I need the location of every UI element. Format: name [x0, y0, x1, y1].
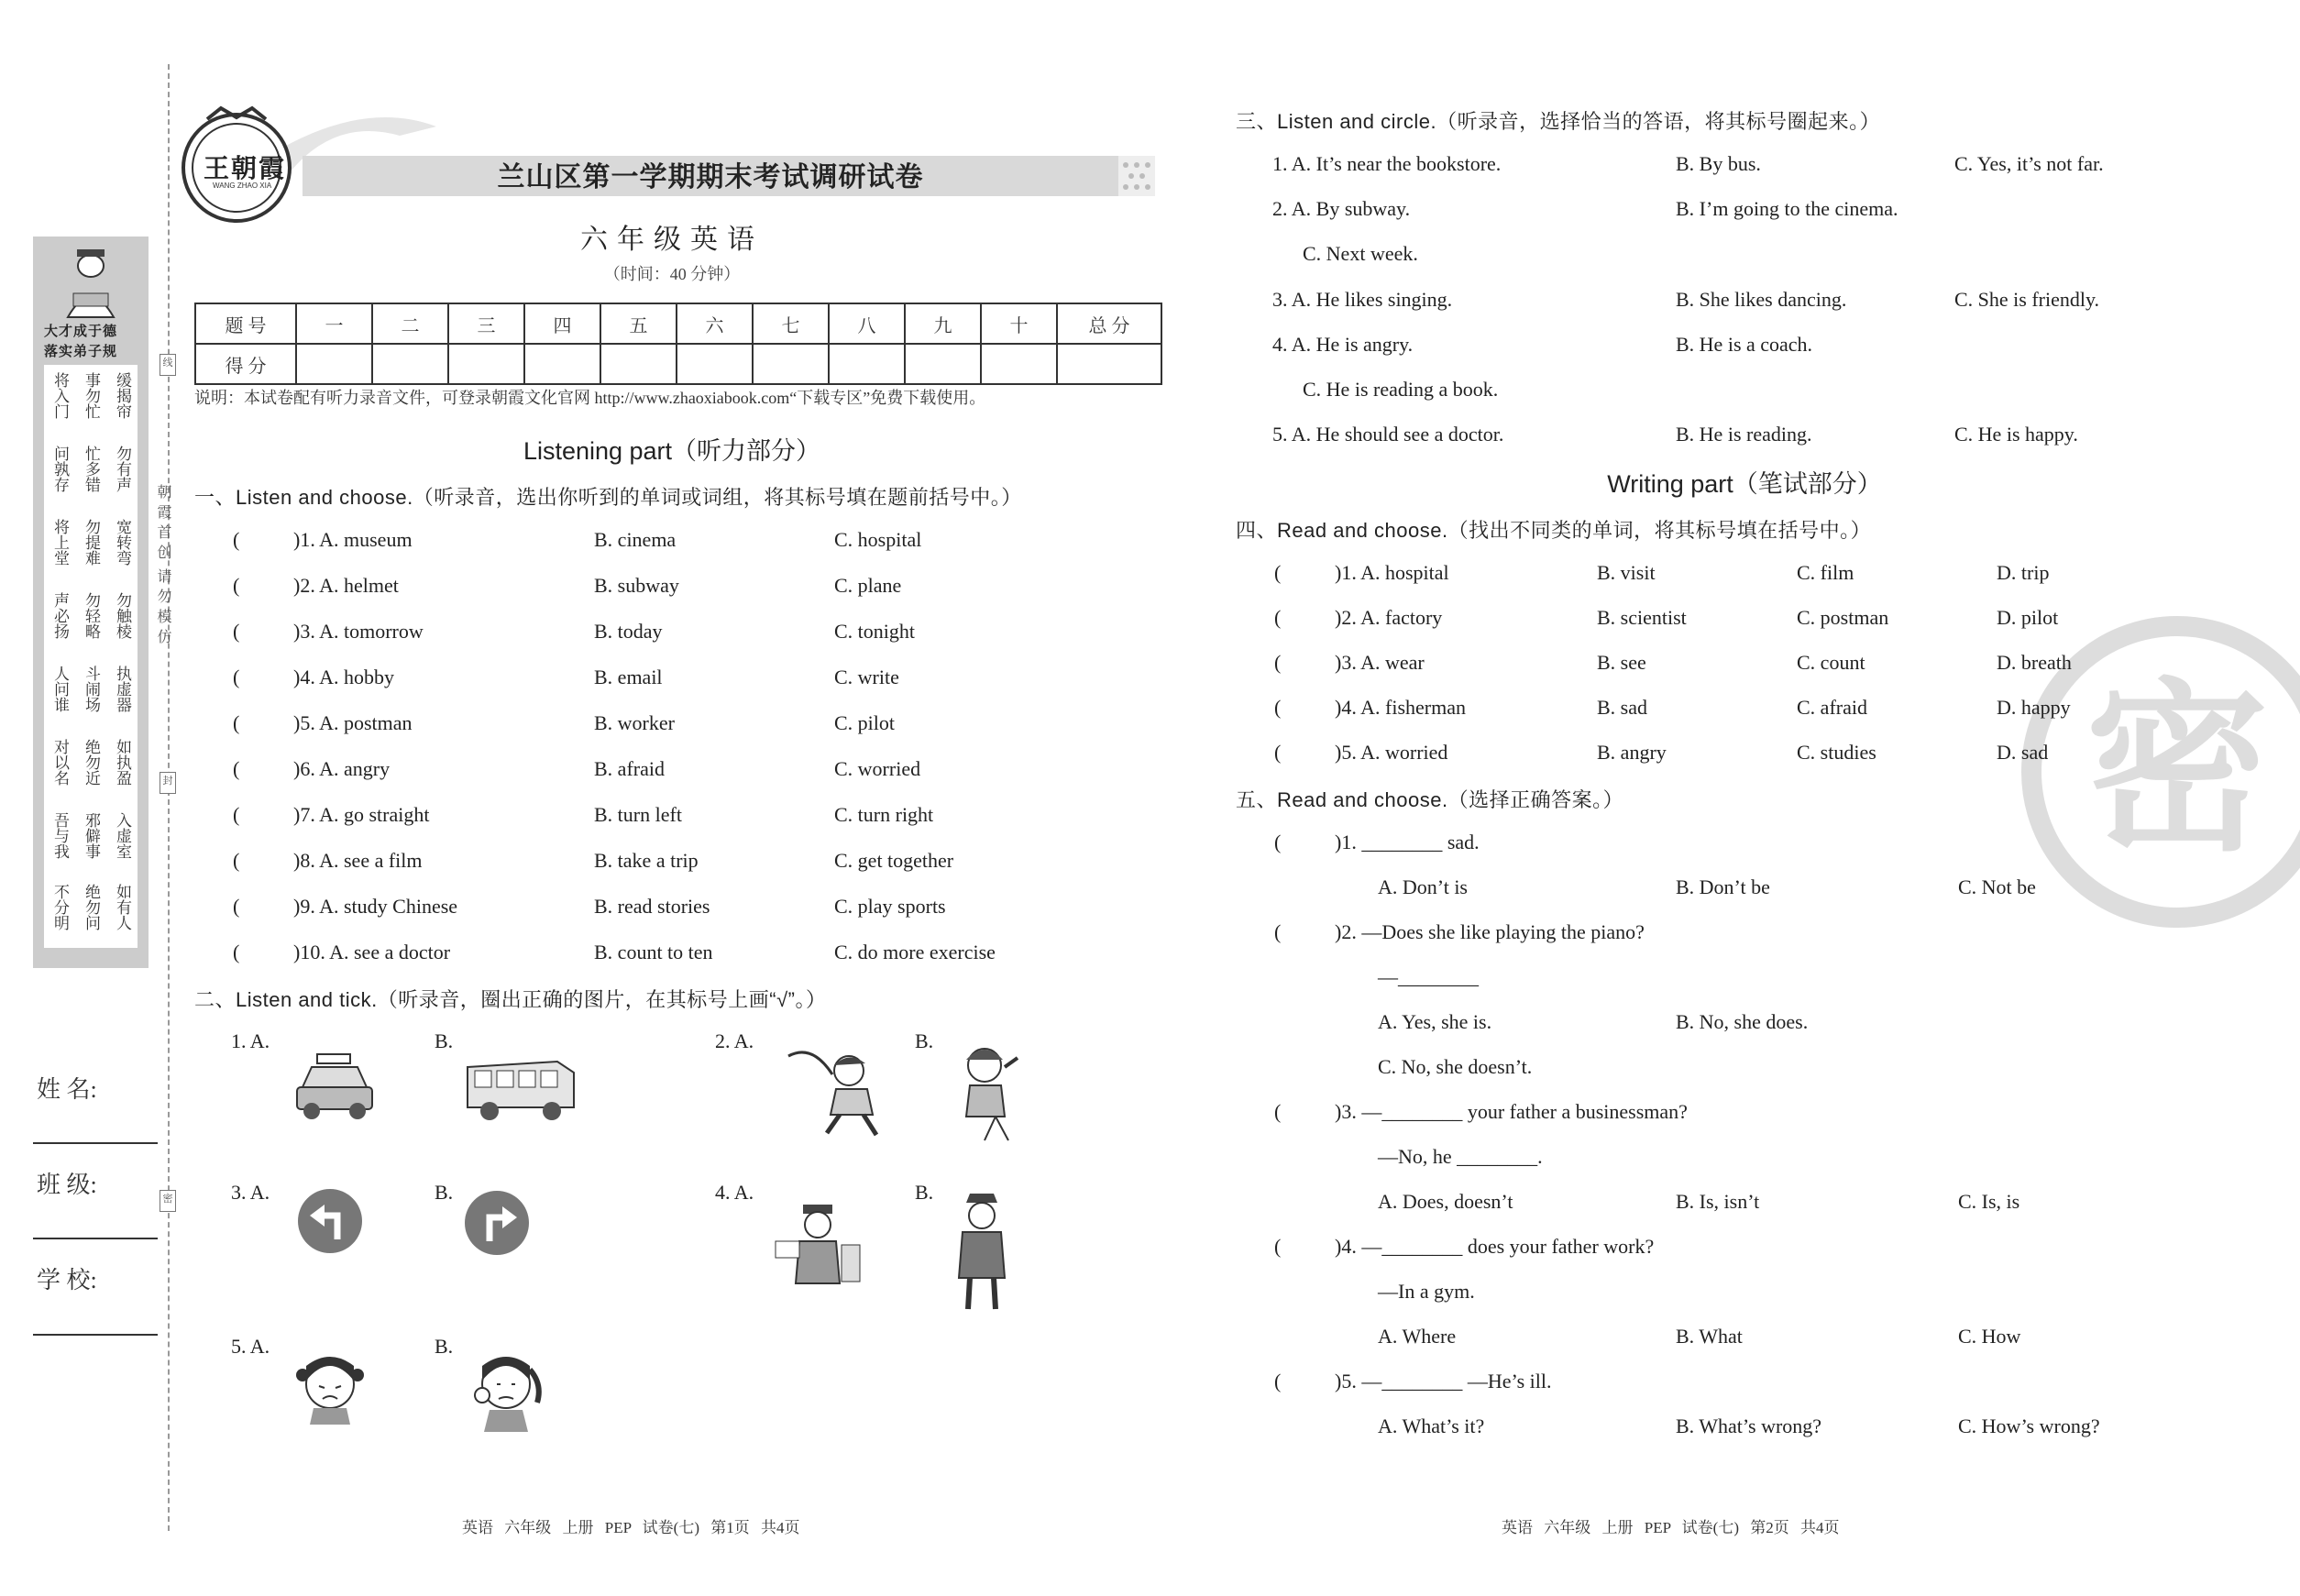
turn-right-sign-icon: [464, 1190, 530, 1256]
question-option-b: B. afraid: [594, 757, 665, 780]
answer-bracket[interactable]: (: [233, 941, 240, 963]
poem-col: 勿触棱: [114, 592, 131, 639]
banner-dots-decoration: [1118, 156, 1155, 196]
answer-bracket[interactable]: (: [233, 803, 240, 826]
score-table: [194, 303, 1162, 385]
police-officer-icon: [948, 1190, 1016, 1311]
poem-col: 宽转弯: [114, 519, 131, 566]
score-cell: 总 分: [1057, 303, 1161, 344]
score-cell: 一: [296, 303, 372, 344]
question-option-c: C. postman: [1797, 606, 1889, 629]
pirate-with-sword-icon: [785, 1038, 893, 1139]
answer-bracket[interactable]: (: [1274, 696, 1282, 719]
answer-bracket[interactable]: (: [1274, 831, 1282, 853]
question-option-a: )5. A. postman: [293, 711, 413, 734]
answer-bracket[interactable]: (: [233, 528, 240, 551]
question-option-b: B. visit: [1597, 561, 1656, 584]
section-4-title: 四、Read and choose.（找出不同类的单词，将其标号填在括号中。）: [1236, 519, 1872, 542]
question-option-c: C. studies: [1797, 741, 1876, 764]
score-input-cell[interactable]: [981, 344, 1057, 384]
answer-bracket[interactable]: (: [1274, 561, 1282, 584]
question-option-c: C. pilot: [834, 711, 896, 734]
question-option-c: C. afraid: [1797, 696, 1867, 719]
pic-label[interactable]: 3. A.: [231, 1181, 270, 1204]
question-stem: )5. —________ —He’s ill.: [1335, 1370, 1552, 1392]
section-3-title: 三、Listen and circle.（听录音，选择恰当的答语，将其标号圈起来。）: [1236, 110, 1881, 133]
publisher-logo-text: 王朝霞: [204, 155, 287, 183]
circle-option-c[interactable]: C. Next week.: [1303, 242, 1418, 265]
pic-label[interactable]: 5. A.: [231, 1335, 270, 1358]
class-field[interactable]: [33, 1238, 158, 1239]
page-1-footer: 英语 六年级 上册 PEP 试卷(七) 第1页 共4页: [462, 1519, 800, 1536]
section-2-title: 二、Listen and tick.（听录音，圈出正确的图片，在其标号上画“√”。）: [194, 988, 827, 1011]
score-input-cell[interactable]: [677, 344, 753, 384]
score-cell: 三: [448, 303, 524, 344]
circle-option-b[interactable]: B. He is a coach.: [1676, 333, 1813, 356]
school-label: 学 校:: [37, 1267, 97, 1293]
pic-label[interactable]: B.: [915, 1181, 934, 1204]
poem-col: 对以名: [51, 739, 69, 786]
score-cell: 十: [981, 303, 1057, 344]
answer-bracket[interactable]: (: [233, 895, 240, 918]
poem-col: 邪僻事: [83, 812, 100, 859]
question-option-c: C. film: [1797, 561, 1854, 584]
circle-option-b[interactable]: B. I’m going to the cinema.: [1676, 197, 1898, 220]
score-input-cell[interactable]: [296, 344, 372, 384]
scholar-figure-icon: [61, 246, 121, 319]
poem-col: 勿有声: [114, 446, 131, 492]
poem-col: 将上堂: [51, 519, 69, 566]
question-option-a: )3. A. wear: [1335, 651, 1425, 674]
question-option-b: B. subway: [594, 574, 679, 597]
section-1-title: 一、Listen and choose.（听录音，选出你听到的单词或词组，将其标号填在题前括号中。）: [194, 486, 1022, 509]
download-note: 说明：本试卷配有听力录音文件，可登录朝霞文化官网 http://www.zhaoxiabook.com“下载专区”免费下载使用。: [194, 389, 986, 407]
section-5-title: 五、Read and choose.（选择正确答案。）: [1236, 788, 1624, 811]
question-option-c: C. Is, is: [1958, 1190, 2020, 1213]
question-option-b: B. today: [594, 620, 663, 643]
circle-option-c[interactable]: C. Yes, it’s not far.: [1954, 152, 2104, 175]
taxi-icon: [292, 1051, 378, 1124]
poem-col: 绝勿近: [83, 739, 100, 786]
answer-bracket[interactable]: (: [1274, 741, 1282, 764]
poem-col: 事勿忙: [83, 372, 100, 419]
question-option-b: B. take a trip: [594, 849, 699, 872]
circle-option-b[interactable]: B. By bus.: [1676, 152, 1761, 175]
question-option-d: D. happy: [1997, 696, 2071, 719]
question-option-b: B. count to ten: [594, 941, 713, 963]
poem-col: 声必扬: [51, 592, 69, 639]
student-name-field[interactable]: [33, 1142, 158, 1144]
class-label: 班 级:: [37, 1172, 97, 1198]
question-stem: )4. —________ does your father work?: [1335, 1235, 1655, 1258]
question-option-d: D. breath: [1997, 651, 2072, 674]
poem-col: 执虚器: [114, 666, 131, 712]
score-cell: 得 分: [195, 344, 296, 384]
question-option-c: C. turn right: [834, 803, 934, 826]
question-option-a: )6. A. angry: [293, 757, 391, 780]
question-option-a: )2. A. factory: [1335, 606, 1443, 629]
binding-mark-seal: 封: [160, 772, 176, 794]
circle-option-a[interactable]: 4. A. He is angry.: [1272, 333, 1414, 356]
school-field[interactable]: [33, 1334, 158, 1336]
poem-col: 忙多错: [83, 446, 100, 492]
question-option-b: B. email: [594, 666, 663, 688]
circle-option-a[interactable]: 2. A. By subway.: [1272, 197, 1411, 220]
poem-col: 勿提难: [83, 519, 100, 566]
question-option-b: B. sad: [1597, 696, 1647, 719]
circle-option-a[interactable]: 1. A. It’s near the bookstore.: [1272, 152, 1502, 175]
motto-line-2: 落实弟子规: [44, 345, 118, 359]
poem-col: 绝勿问: [83, 884, 100, 930]
question-option-c: C. tonight: [834, 620, 916, 643]
question-option-b: B. turn left: [594, 803, 682, 826]
answer-bracket[interactable]: (: [1274, 1370, 1282, 1392]
question-option-a: )8. A. see a film: [293, 849, 423, 872]
circle-option-c[interactable]: C. He is reading a book.: [1303, 378, 1499, 401]
vertical-note-2: 请勿模仿: [155, 568, 171, 649]
score-cell: 题 号: [195, 303, 296, 344]
question-option-a: A. Does, doesn’t: [1378, 1190, 1513, 1213]
score-cell: 八: [829, 303, 905, 344]
confidential-stamp-char: 密: [2085, 670, 2269, 873]
question-option-b: B. Don’t be: [1676, 875, 1770, 898]
answer-bracket[interactable]: (: [233, 666, 240, 688]
pic-label[interactable]: B.: [435, 1335, 454, 1358]
crying-girl-icon: [295, 1348, 365, 1425]
pic-label[interactable]: 2. A.: [715, 1029, 754, 1052]
question-option-c: C. write: [834, 666, 899, 688]
student-name-label: 姓 名:: [37, 1076, 97, 1103]
binding-mark-line: 线: [160, 354, 176, 376]
exam-subtitle: 六年级英语: [580, 225, 764, 255]
answer-blank-line[interactable]: —________: [1378, 965, 1479, 988]
poem-col: 人问谁: [51, 666, 69, 712]
question-option-b: B. What’s wrong?: [1676, 1414, 1822, 1437]
page-2-footer: 英语 六年级 上册 PEP 试卷(七) 第2页 共4页: [1502, 1519, 1840, 1536]
answer-bracket[interactable]: (: [1274, 1100, 1282, 1123]
poem-col: 如执盈: [114, 739, 131, 786]
question-option-c: C. Not be: [1958, 875, 2036, 898]
poem-col: 勿轻略: [83, 592, 100, 639]
circle-option-a[interactable]: 5. A. He should see a doctor.: [1272, 423, 1504, 446]
question-option-c: C. worried: [834, 757, 921, 780]
listening-part-title: Listening part（听力部分）: [523, 437, 821, 465]
score-input-cell[interactable]: [524, 344, 600, 384]
vertical-note-1: 朝霞首创: [155, 484, 171, 565]
question-option-a: )1. A. museum: [293, 528, 413, 551]
circle-option-c[interactable]: C. He is happy.: [1954, 423, 2078, 446]
pic-label[interactable]: 1. A.: [231, 1029, 270, 1052]
exam-time: （时间：40 分钟）: [603, 265, 741, 283]
poem-text-area: [44, 365, 138, 948]
poem-col: 斗闹场: [83, 666, 100, 712]
circle-option-b[interactable]: B. He is reading.: [1676, 423, 1812, 446]
question-option-c: C. count: [1797, 651, 1865, 674]
answer-bracket[interactable]: (: [1274, 606, 1282, 629]
bus-icon: [462, 1054, 578, 1122]
question-stem: )2. —Does she like playing the piano?: [1335, 920, 1645, 943]
answer-bracket[interactable]: (: [233, 757, 240, 780]
score-cell: 二: [372, 303, 448, 344]
question-option-a: )9. A. study Chinese: [293, 895, 458, 918]
answer-bracket[interactable]: (: [233, 574, 240, 597]
poem-col: 不分明: [51, 884, 69, 930]
pic-label[interactable]: B.: [435, 1029, 454, 1052]
question-option-b: B. cinema: [594, 528, 677, 551]
binding-mark-secret: 密: [160, 1190, 176, 1212]
writing-part-title: Writing part（笔试部分）: [1607, 470, 1882, 498]
score-cell: 七: [753, 303, 829, 344]
score-cell: 四: [524, 303, 600, 344]
question-option-a: )1. A. hospital: [1335, 561, 1449, 584]
question-option-a: A. Where: [1378, 1325, 1457, 1348]
question-option-c: C. play sports: [834, 895, 946, 918]
poem-col: 问孰存: [51, 446, 69, 492]
score-input-cell[interactable]: [905, 344, 981, 384]
question-option-a: A. Don’t is: [1378, 875, 1468, 898]
poem-col: 将入门: [51, 372, 69, 419]
question-option-b: B. read stories: [594, 895, 710, 918]
question-option-a: )5. A. worried: [1335, 741, 1448, 764]
question-option-d: D. trip: [1997, 561, 2050, 584]
circle-option-a[interactable]: 3. A. He likes singing.: [1272, 288, 1453, 311]
question-option-a: )2. A. helmet: [293, 574, 399, 597]
question-option-a: )3. A. tomorrow: [293, 620, 424, 643]
postman-icon: [772, 1201, 864, 1285]
question-option-c: C. get together: [834, 849, 954, 872]
score-cell: 五: [600, 303, 677, 344]
question-option-c: C. plane: [834, 574, 902, 597]
question-option-a: A. Yes, she is.: [1378, 1010, 1492, 1033]
binding-dashed-line: [168, 64, 170, 1531]
exam-title: 兰山区第一学期期末考试调研试卷: [497, 162, 924, 193]
question-option-c: C. How: [1958, 1325, 2021, 1348]
score-table-header-row: [195, 303, 1161, 344]
score-cell: 六: [677, 303, 753, 344]
circle-option-c[interactable]: C. She is friendly.: [1954, 288, 2100, 311]
answer-bracket[interactable]: (: [233, 711, 240, 734]
question-option-a: )4. A. hobby: [293, 666, 394, 688]
question-option-b: B. No, she does.: [1676, 1010, 1809, 1033]
pic-label[interactable]: B.: [915, 1029, 934, 1052]
answer-bracket[interactable]: (: [1274, 1235, 1282, 1258]
poem-col: 入虚室: [114, 812, 131, 859]
question-stem: )1. ________ sad.: [1335, 831, 1480, 853]
question-option-c: C. How’s wrong?: [1958, 1414, 2100, 1437]
poem-col: 吾与我: [51, 812, 69, 859]
question-option-c: C. do more exercise: [834, 941, 996, 963]
singer-with-microphone-icon: [944, 1040, 1027, 1142]
question-option-d: D. sad: [1997, 741, 2049, 764]
poem-col: 如有人: [114, 884, 131, 930]
circle-option-b[interactable]: B. She likes dancing.: [1676, 288, 1847, 311]
turn-left-sign-icon: [297, 1188, 363, 1254]
answer-bracket[interactable]: (: [233, 620, 240, 643]
question-option-c: C. hospital: [834, 528, 922, 551]
question-option-b: B. Is, isn’t: [1676, 1190, 1760, 1213]
score-input-cell[interactable]: [829, 344, 905, 384]
question-option-b: B. see: [1597, 651, 1646, 674]
question-option-b: B. What: [1676, 1325, 1743, 1348]
question-option-b: B. worker: [594, 711, 675, 734]
publisher-logo-subtext: WANG ZHAO XIA: [213, 182, 272, 190]
question-option-a: )7. A. go straight: [293, 803, 430, 826]
score-input-cell[interactable]: [1057, 344, 1161, 384]
answer-bracket[interactable]: (: [1274, 651, 1282, 674]
worried-girl-icon: [464, 1348, 543, 1434]
pic-label[interactable]: B.: [435, 1181, 454, 1204]
motto-line-1: 大才成于德: [44, 325, 118, 339]
score-input-cell[interactable]: [600, 344, 677, 384]
score-input-cell[interactable]: [753, 344, 829, 384]
question-option-b: B. angry: [1597, 741, 1667, 764]
question-stem: )3. —________ your father a businessman?: [1335, 1100, 1688, 1123]
answer-bracket[interactable]: (: [1274, 920, 1282, 943]
question-option-d: D. pilot: [1997, 606, 2059, 629]
pic-label[interactable]: 4. A.: [715, 1181, 754, 1204]
question-option-a: )4. A. fisherman: [1335, 696, 1466, 719]
answer-bracket[interactable]: (: [233, 849, 240, 872]
question-line: —In a gym.: [1378, 1280, 1475, 1303]
question-option-a: )10. A. see a doctor: [293, 941, 451, 963]
score-input-cell[interactable]: [372, 344, 448, 384]
dizigui-poem-panel: [33, 237, 149, 968]
question-line: —No, he ________.: [1378, 1145, 1543, 1168]
question-option-c: C. No, she doesn’t.: [1378, 1055, 1533, 1078]
poem-col: 缓揭帘: [114, 372, 131, 419]
question-option-a: A. What’s it?: [1378, 1414, 1485, 1437]
score-cell: 九: [905, 303, 981, 344]
score-input-cell[interactable]: [448, 344, 524, 384]
score-table-score-row: [195, 344, 1161, 384]
question-option-b: B. scientist: [1597, 606, 1687, 629]
